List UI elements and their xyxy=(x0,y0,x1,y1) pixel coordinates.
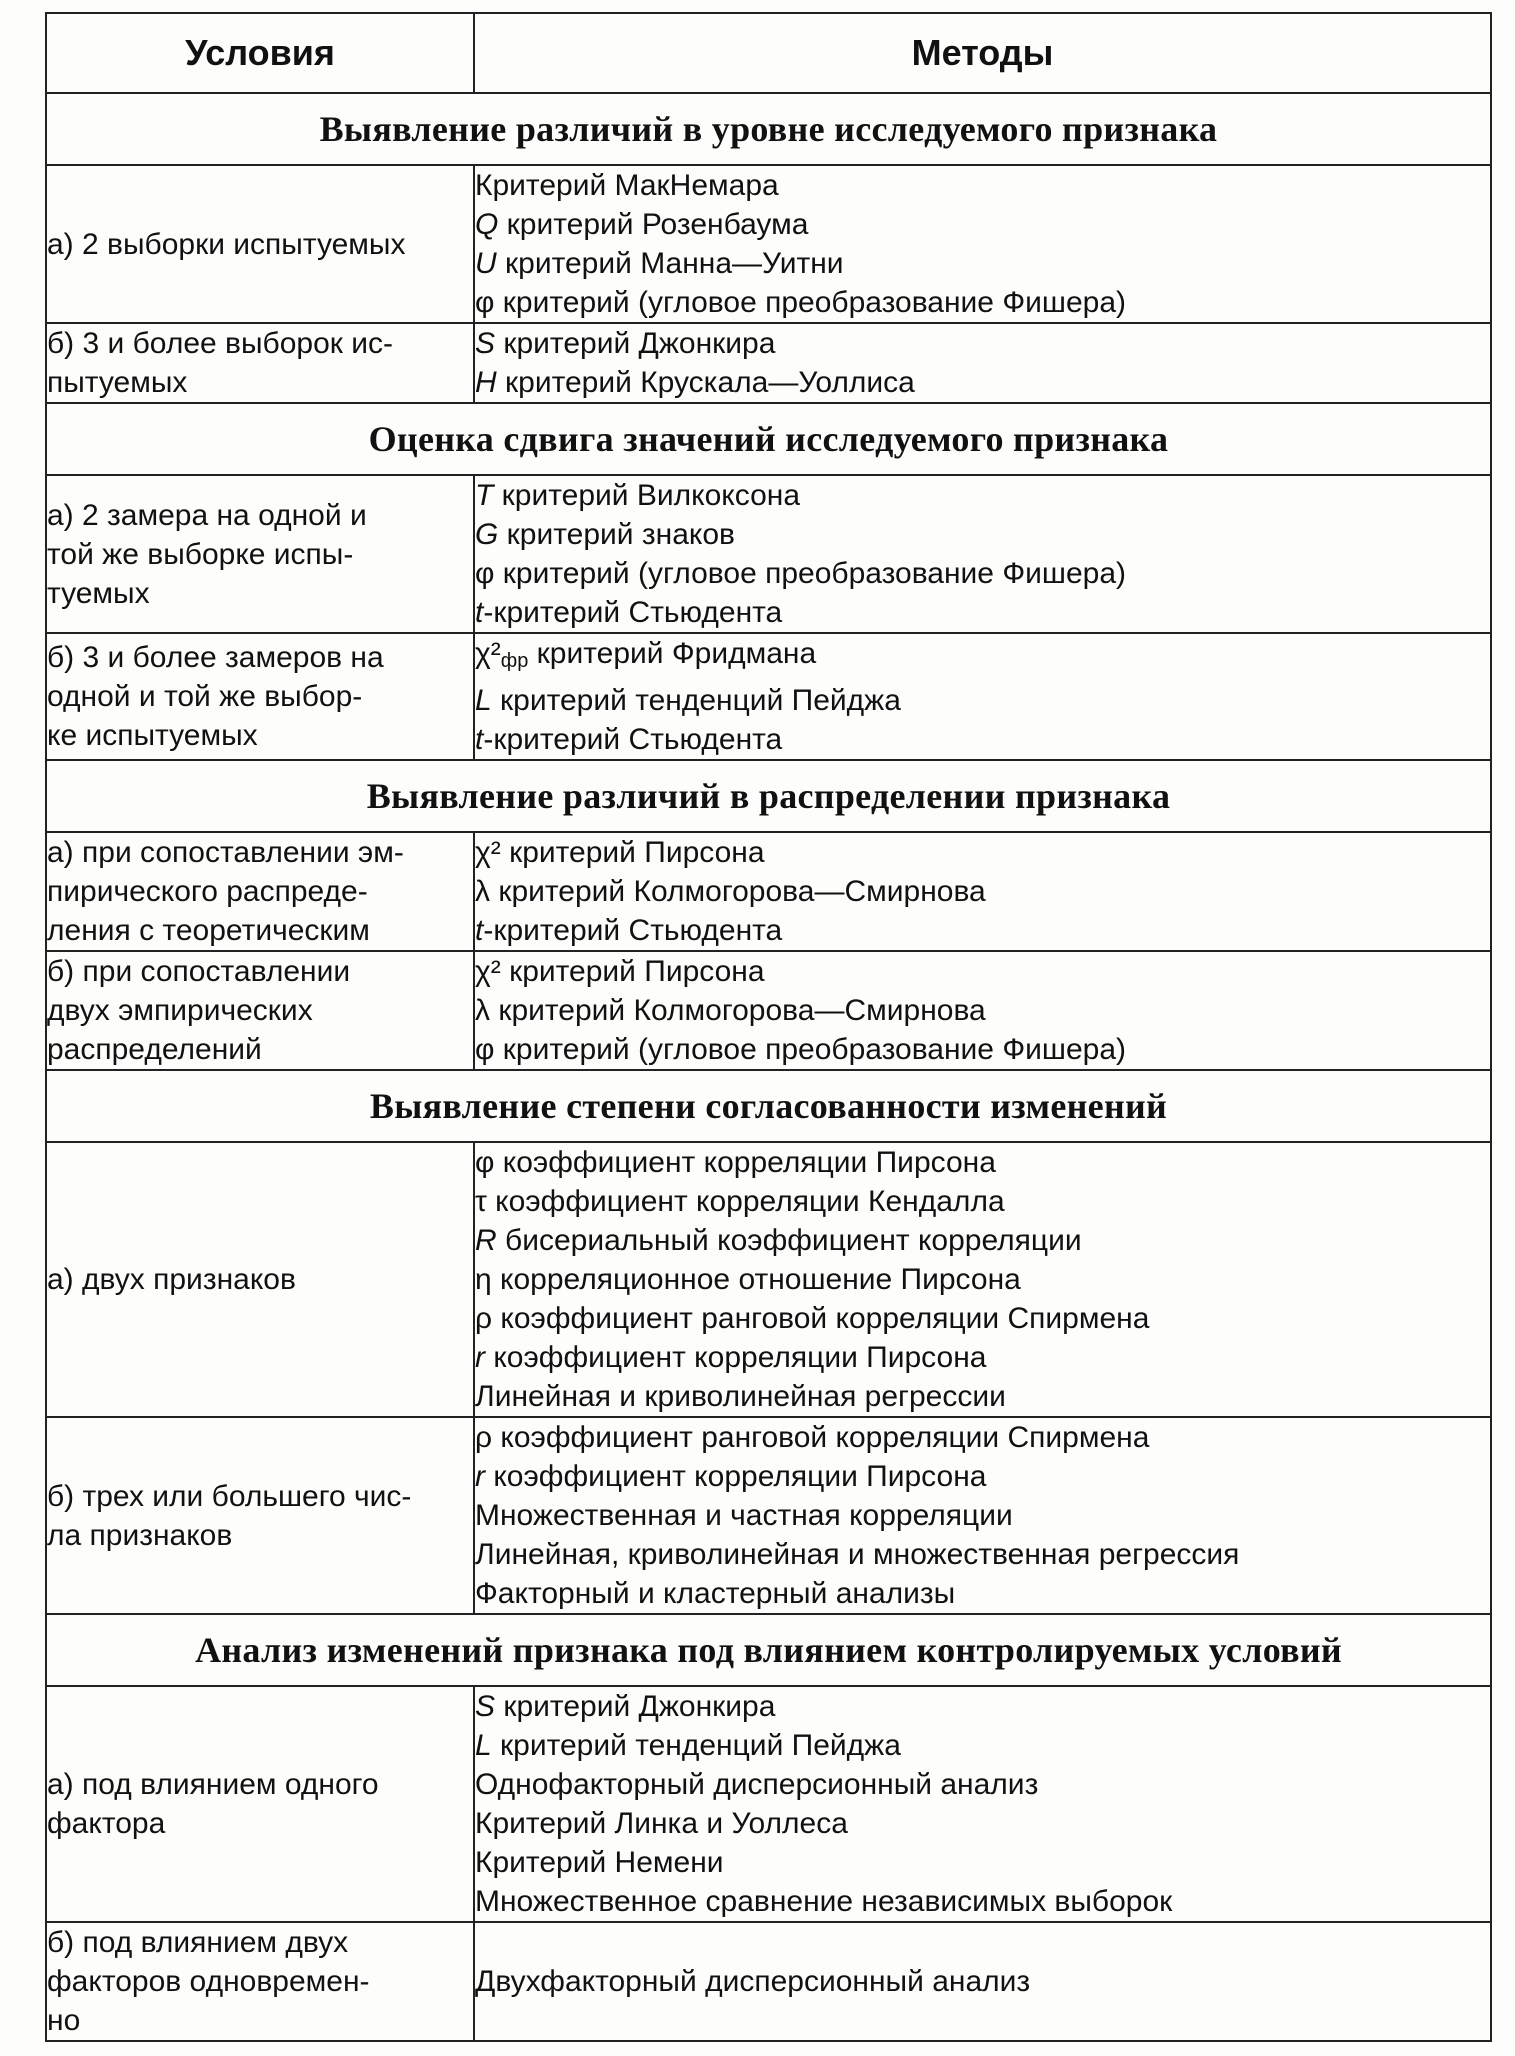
table-row xyxy=(46,1686,1491,1922)
condition-cell xyxy=(46,1417,474,1614)
method-text: бисериальный коэффициент корреляции xyxy=(496,1224,1082,1257)
method-symbol: L xyxy=(475,1729,492,1762)
method-text: -критерий Стьюдента xyxy=(483,914,783,947)
condition-cell xyxy=(46,951,474,1070)
method-item xyxy=(475,324,1490,363)
method-text: -критерий Стьюдента xyxy=(483,723,783,756)
methods-cell xyxy=(474,633,1491,760)
methods-cell xyxy=(474,1922,1491,2041)
table-row xyxy=(46,165,1491,323)
methods-cell xyxy=(474,832,1491,951)
method-item xyxy=(475,1765,1490,1804)
method-item xyxy=(475,1574,1490,1613)
method-text: Критерий Линка и Уоллеса xyxy=(475,1807,848,1840)
method-symbol: U xyxy=(475,247,497,280)
method-text: коэффициент корреляции Пирсона xyxy=(485,1460,987,1493)
header-conditions: Условия xyxy=(46,13,474,93)
method-item xyxy=(475,1338,1490,1377)
method-item xyxy=(475,1182,1490,1221)
condition-line: а) 2 замера на одной и xyxy=(47,498,367,532)
methods-cell xyxy=(474,1417,1491,1614)
method-item xyxy=(475,833,1490,872)
method-text: Множественная и частная корреляции xyxy=(475,1499,1013,1532)
condition-line: туемых xyxy=(47,576,150,610)
method-symbol: r xyxy=(475,1460,485,1493)
method-item xyxy=(475,476,1490,515)
condition-line: фактора xyxy=(47,1807,166,1840)
condition-cell xyxy=(46,1686,474,1922)
method-symbol: G xyxy=(475,518,499,551)
method-item xyxy=(475,991,1490,1030)
section-row xyxy=(46,1070,1491,1142)
method-text: λ критерий Колмогорова—Смирнова xyxy=(475,875,986,908)
method-text: Факторный и кластерный анализы xyxy=(475,1577,956,1610)
section-row xyxy=(46,403,1491,475)
method-item xyxy=(475,244,1490,283)
method-text: критерий тенденций Пейджа xyxy=(491,1729,901,1762)
table-row xyxy=(46,951,1491,1070)
method-item xyxy=(475,872,1490,911)
section-title: Выявление различий в распределении признака xyxy=(46,760,1491,832)
methods-cell xyxy=(474,1686,1491,1922)
method-text: Линейная и криволинейная регрессии xyxy=(475,1380,1006,1413)
condition-cell xyxy=(46,633,474,760)
method-item xyxy=(475,1418,1490,1457)
method-item xyxy=(475,1457,1490,1496)
method-symbol: t xyxy=(475,914,484,947)
section-title: Анализ изменений признака под влиянием контролируемых условий xyxy=(46,1614,1491,1686)
method-symbol: r xyxy=(475,1341,485,1374)
method-item xyxy=(475,1687,1490,1726)
method-text: χ² критерий Пирсона xyxy=(475,836,765,869)
method-symbol: R xyxy=(475,1224,497,1257)
table-row xyxy=(46,633,1491,760)
condition-cell xyxy=(46,1142,474,1417)
methods-cell xyxy=(474,951,1491,1070)
method-item xyxy=(475,1496,1490,1535)
condition-line: а) 2 выборки испытуемых xyxy=(47,227,406,261)
table-row xyxy=(46,323,1491,403)
condition-line: а) под влиянием одного xyxy=(47,1768,379,1801)
method-item xyxy=(475,1535,1490,1574)
condition-line: распределений xyxy=(47,1033,262,1066)
method-item xyxy=(475,1882,1490,1921)
method-text: коэффициент корреляции Пирсона xyxy=(485,1341,987,1374)
method-text: χ² xyxy=(475,637,501,670)
condition-line: б) под влиянием двух xyxy=(47,1926,349,1959)
method-text: критерий Розенбаума xyxy=(498,208,809,241)
method-text: φ коэффициент корреляции Пирсона xyxy=(475,1146,996,1179)
condition-line: а) двух признаков xyxy=(47,1263,296,1296)
methods-cell xyxy=(474,475,1491,633)
method-text: η корреляционное отношение Пирсона xyxy=(475,1263,1021,1296)
condition-line: б) трех или большего чис- xyxy=(47,1479,412,1513)
section-title: Оценка сдвига значений исследуемого признака xyxy=(46,403,1491,475)
method-text: Критерий МакНемара xyxy=(475,169,779,202)
method-item xyxy=(475,593,1490,632)
condition-line: пытуемых xyxy=(47,366,188,399)
method-symbol: S xyxy=(475,327,496,360)
method-item xyxy=(475,1804,1490,1843)
condition-line: но xyxy=(47,2004,81,2037)
method-symbol: Q xyxy=(475,208,499,241)
table-header-row xyxy=(46,13,1491,93)
method-text: критерий Джонкира xyxy=(495,327,776,360)
method-item xyxy=(475,166,1490,205)
method-item xyxy=(475,1143,1490,1182)
section-row xyxy=(46,93,1491,165)
methods-table xyxy=(45,12,1492,2042)
table-row xyxy=(46,1417,1491,1614)
method-text: Критерий Немени xyxy=(475,1846,724,1879)
method-text: ρ коэффициент ранговой корреляции Спирмена xyxy=(475,1302,1150,1335)
table-row xyxy=(46,475,1491,633)
method-text: φ критерий (угловое преобразование Фишера) xyxy=(475,557,1127,590)
condition-line: ке испытуемых xyxy=(47,719,258,752)
method-item xyxy=(475,911,1490,950)
method-symbol: L xyxy=(475,684,492,717)
method-symbol: H xyxy=(475,366,497,399)
method-text: критерий знаков xyxy=(498,518,735,551)
method-item xyxy=(475,363,1490,402)
method-item xyxy=(475,720,1490,759)
methods-cell xyxy=(474,323,1491,403)
section-row xyxy=(46,1614,1491,1686)
condition-cell xyxy=(46,475,474,633)
method-text: χ² критерий Пирсона xyxy=(475,955,765,988)
table-row xyxy=(46,1142,1491,1417)
condition-cell xyxy=(46,323,474,403)
method-item xyxy=(475,1299,1490,1338)
method-text: критерий тенденций Пейджа xyxy=(491,684,901,717)
method-item xyxy=(475,554,1490,593)
section-title: Выявление различий в уровне исследуемого признака xyxy=(46,93,1491,165)
method-text-rest: критерий Фридмана xyxy=(528,637,817,670)
condition-line: той же выборке испы- xyxy=(47,537,354,571)
method-symbol: T xyxy=(475,479,494,512)
condition-line: двух эмпирических xyxy=(47,994,313,1027)
method-item xyxy=(475,283,1490,322)
method-item xyxy=(475,1962,1490,2001)
method-item xyxy=(475,634,1490,681)
condition-line: пирического распреде- xyxy=(47,875,368,908)
condition-cell xyxy=(46,1922,474,2041)
header-methods: Методы xyxy=(474,13,1491,93)
method-item xyxy=(475,1726,1490,1765)
method-text: Линейная, криволинейная и множественная регрессия xyxy=(475,1538,1240,1571)
method-text: критерий Крускала—Уоллиса xyxy=(496,366,915,399)
condition-cell xyxy=(46,165,474,323)
method-text: критерий Джонкира xyxy=(495,1690,776,1723)
method-text: критерий Манна—Уитни xyxy=(496,247,844,280)
method-text: λ критерий Колмогорова—Смирнова xyxy=(475,994,986,1027)
condition-line: б) 3 и более замеров на xyxy=(47,641,384,674)
table-body xyxy=(46,93,1491,2041)
method-text: τ коэффициент корреляции Кендалла xyxy=(475,1185,1005,1218)
condition-line: б) при сопоставлении xyxy=(47,955,351,988)
method-item xyxy=(475,1377,1490,1416)
condition-line: ления с теоретическим xyxy=(47,914,370,947)
condition-line: факторов одновремен- xyxy=(47,1965,370,1998)
method-text: -критерий Стьюдента xyxy=(483,596,783,629)
method-text: критерий Вилкоксона xyxy=(493,479,801,512)
section-row xyxy=(46,760,1491,832)
section-title: Выявление степени согласованности изменений xyxy=(46,1070,1491,1142)
method-item xyxy=(475,1030,1490,1069)
method-item xyxy=(475,515,1490,554)
method-symbol: S xyxy=(475,1690,496,1723)
method-item xyxy=(475,205,1490,244)
condition-cell xyxy=(46,832,474,951)
condition-line: одной и той же выбор- xyxy=(47,680,363,713)
condition-line: б) 3 и более выборок ис- xyxy=(47,327,393,360)
method-symbol: t xyxy=(475,596,484,629)
method-item xyxy=(475,952,1490,991)
table-row xyxy=(46,832,1491,951)
method-text: Множественное сравнение независимых выборок xyxy=(475,1885,1173,1918)
method-text: φ критерий (угловое преобразование Фишера) xyxy=(475,286,1127,319)
methods-cell xyxy=(474,165,1491,323)
condition-line: а) при сопоставлении эм- xyxy=(47,836,404,869)
method-item xyxy=(475,1221,1490,1260)
method-text: Однофакторный дисперсионный анализ xyxy=(475,1768,1039,1801)
method-symbol: t xyxy=(475,723,484,756)
method-text: Двухфакторный дисперсионный анализ xyxy=(475,1965,1031,1998)
methods-cell xyxy=(474,1142,1491,1417)
method-text: φ критерий (угловое преобразование Фишера) xyxy=(475,1033,1127,1066)
method-item xyxy=(475,681,1490,720)
table-row xyxy=(46,1922,1491,2041)
method-text: ρ коэффициент ранговой корреляции Спирмена xyxy=(475,1421,1150,1454)
method-item xyxy=(475,1260,1490,1299)
condition-line: ла признаков xyxy=(47,1518,233,1552)
method-item xyxy=(475,1843,1490,1882)
method-subscript: фр xyxy=(500,650,529,672)
